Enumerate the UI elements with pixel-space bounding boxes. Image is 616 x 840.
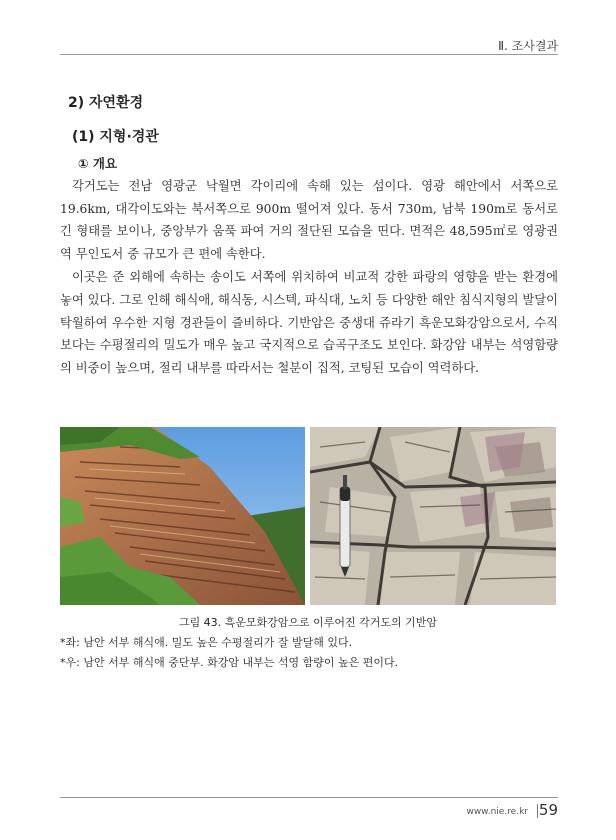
figure-note-left: *좌: 남안 서부 해식애. 밀도 높은 수평절리가 잘 발달해 있다. xyxy=(60,636,353,649)
running-header-section: Ⅱ. 조사결과 xyxy=(498,39,558,53)
section-title: 2) 자연환경 xyxy=(68,95,144,111)
footer-divider xyxy=(60,797,558,798)
figure-caption: 그림 43. 흑운모화강암으로 이루어진 각거도의 기반암 xyxy=(178,616,438,629)
header-divider xyxy=(60,54,558,55)
photo-granite-closeup-right xyxy=(310,427,556,605)
sea-cliff-illustration xyxy=(60,427,305,605)
pen-scale xyxy=(340,475,350,577)
footer-separator xyxy=(537,804,538,818)
paragraph: 이곳은 준 외해에 속하는 송이도 서쪽에 위치하여 비교적 강한 파랑의 영향을 받는 환경에 놓여 있다. 그로 인해 해식애, 해식동, 시스텍, 파식대, 노치 등 다양한 해안 침식지형의 발달이 탁월하여 우수한 지형 경관들이 즐비하다. 기반암은 중생대 쥬라기 흑운모화강암으로서, 수직보다는 수평절리의 밀도가 매우 높고 국지적으로 습곡구조도 보인다. 화강암 내부는 석영함량의 비중이 높으며, 절리 내부를 따라서는 철분이 집적, 코팅된 모습이 역력하다. xyxy=(60,270,558,375)
page-number: 59 xyxy=(538,801,558,819)
figure-note-right: *우: 남안 서부 해식애 중단부. 화강암 내부는 석영 함량이 높은 편이다. xyxy=(60,656,399,669)
subsection-title: (1) 지형·경관 xyxy=(72,129,159,145)
paragraph: 각거도는 전남 영광군 낙월면 각이리에 속해 있는 섬이다. 영광 해안에서 서쪽으로 19.6km, 대각이도와는 북서쪽으로 900m 떨어져 있다. 동서 730m, 남북 190m로 동서로 긴 형태를 보이나, 중앙부가 움푹 파여 거의 절단된 모습을 띤다. 면적은 48,595㎡로 영광권역 무인도서 중 규모가 큰 편에 속한다. xyxy=(60,179,558,261)
photo-sea-cliff-left xyxy=(60,427,305,605)
footer-url: www.nie.re.kr xyxy=(466,807,528,817)
body-text xyxy=(60,175,558,379)
granite-closeup-illustration xyxy=(310,427,556,605)
item-title: ① 개요 xyxy=(78,156,118,171)
